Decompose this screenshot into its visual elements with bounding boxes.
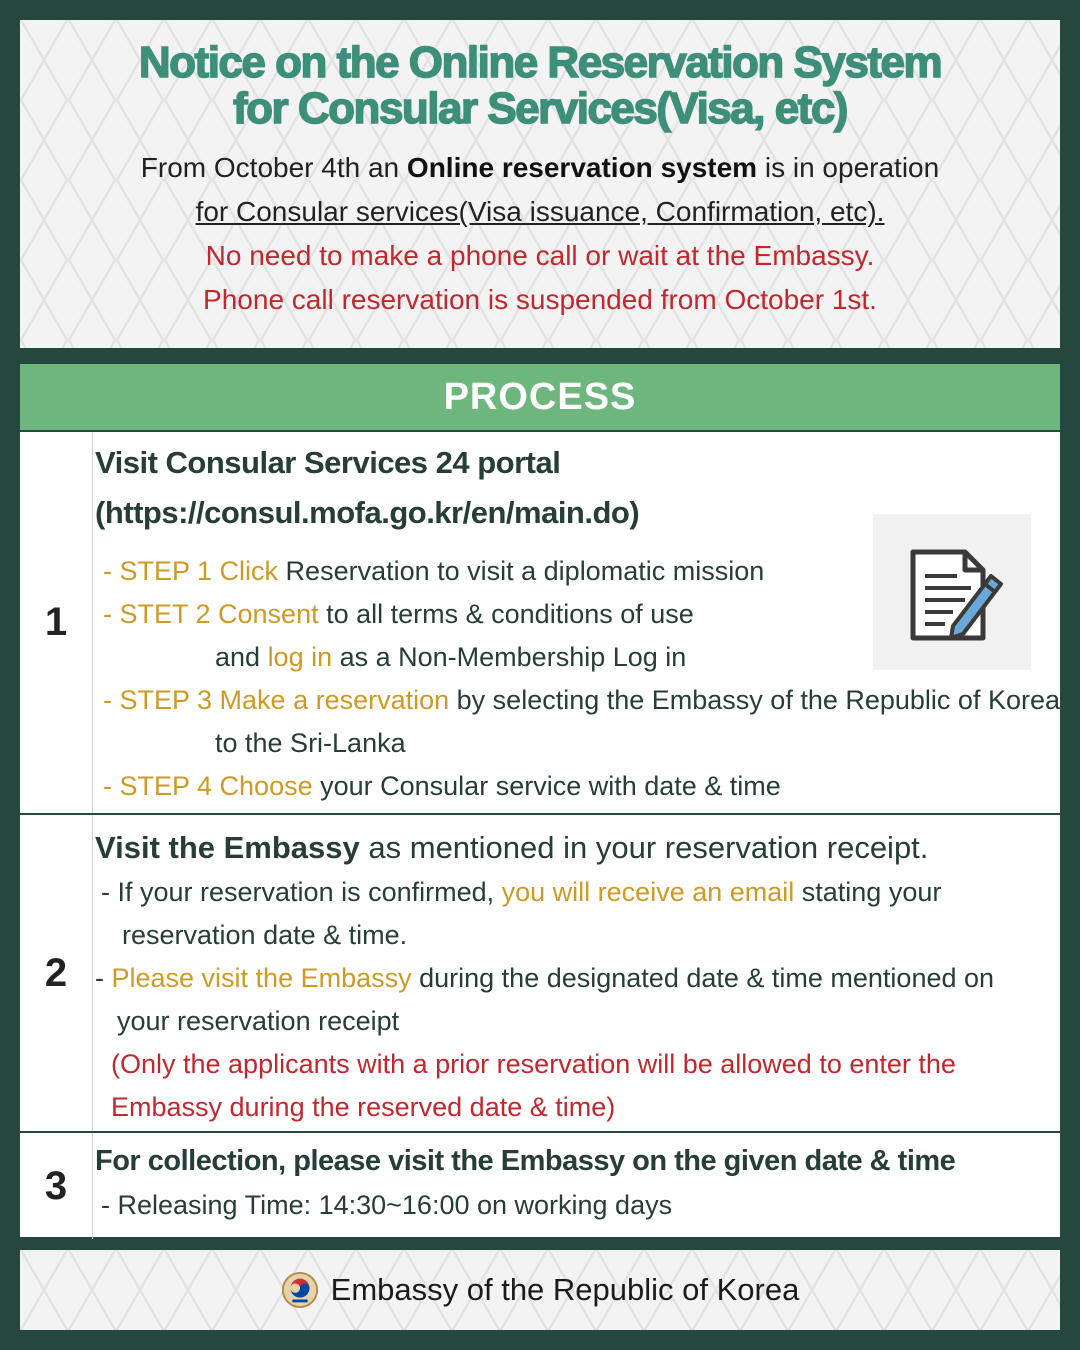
substep-highlight: - STEP 3 Make a reservation <box>103 685 450 715</box>
cont-post: as a Non-Membership Log in <box>332 642 687 672</box>
step-number: 1 <box>20 432 93 813</box>
embassy-name: Embassy of the Republic of Korea <box>330 1272 800 1307</box>
portal-title: Visit Consular Services 24 portal <box>95 445 561 480</box>
substep-text: your Consular service with date & time <box>312 771 781 801</box>
step3-title: For collection, please visit the Embassy on the given date & time <box>95 1145 956 1177</box>
substep-text: by selecting the Embassy of the Republic of Korea <box>449 685 1060 715</box>
warning-line-2: Embassy during the reserved date & time) <box>111 1092 616 1122</box>
visit-line <box>95 957 1060 1000</box>
document-edit-icon <box>873 514 1031 670</box>
line-pre: - If your reservation is confirmed, <box>101 877 502 907</box>
process-step-1 <box>20 430 1060 813</box>
step2-title <box>95 815 1060 871</box>
notice-header <box>20 20 1060 348</box>
footer <box>20 1250 1060 1330</box>
process-heading: PROCESS <box>20 364 1060 430</box>
substep-3 <box>95 679 1060 765</box>
line-highlight: you will receive an email <box>501 877 795 907</box>
step-number: 2 <box>20 815 93 1131</box>
intro-prefix: From October 4th an <box>140 152 400 183</box>
process-step-3 <box>20 1131 1060 1239</box>
process-step-2 <box>20 813 1060 1131</box>
substep-continuation: to the Sri-Lanka <box>215 728 406 758</box>
cont-pre: and <box>215 642 268 672</box>
process-table <box>20 364 1060 1237</box>
line-post: stating your <box>794 877 942 907</box>
title-bold: Visit the Embassy <box>95 830 360 865</box>
substep-4 <box>95 765 1060 808</box>
title-line-1: Notice on the Online Reservation System <box>138 38 942 87</box>
visit-line-cont: your reservation receipt <box>117 1006 400 1036</box>
embassy-emblem-icon <box>281 1271 319 1309</box>
releasing-time: - Releasing Time: 14:30~16:00 on working days <box>101 1190 673 1220</box>
substep-text: to all terms & conditions of use <box>318 599 694 629</box>
email-line-cont: reservation date & time. <box>122 920 408 950</box>
line-highlight: Please visit the Embassy <box>111 963 412 993</box>
substep-text: Reservation to visit a diplomatic mission <box>278 556 765 586</box>
line-pre: - <box>95 963 112 993</box>
intro-line-2: for Consular services(Visa issuance, Confirmation, etc). <box>195 196 885 227</box>
intro-text <box>20 146 1060 322</box>
intro-bold: Online reservation system <box>406 152 758 183</box>
substep-highlight: - STEP 1 Click <box>103 556 279 586</box>
title-line-2: for Consular Services(Visa, etc) <box>233 84 847 133</box>
notice-phone-suspended: Phone call reservation is suspended from October 1st. <box>203 284 877 315</box>
step-number: 3 <box>20 1133 93 1239</box>
email-line <box>95 871 1060 914</box>
line-post: during the designated date & time mentioned on <box>411 963 995 993</box>
step-content <box>95 1133 1060 1227</box>
intro-line-1 <box>20 146 1060 190</box>
substep-highlight: - STET 2 Consent <box>103 599 319 629</box>
notice-title <box>20 20 1060 132</box>
cont-highlight: log in <box>267 642 333 672</box>
substep-highlight: - STEP 4 Choose <box>103 771 313 801</box>
title-rest: as mentioned in your reservation receipt. <box>359 830 929 865</box>
notice-no-phone: No need to make a phone call or wait at the Embassy. <box>205 240 875 271</box>
step-content <box>95 815 1060 1129</box>
intro-suffix: is in operation <box>764 152 940 183</box>
portal-url[interactable]: (https://consul.mofa.go.kr/en/main.do) <box>95 495 640 530</box>
warning-line-1: (Only the applicants with a prior reservation will be allowed to enter the <box>111 1049 956 1079</box>
